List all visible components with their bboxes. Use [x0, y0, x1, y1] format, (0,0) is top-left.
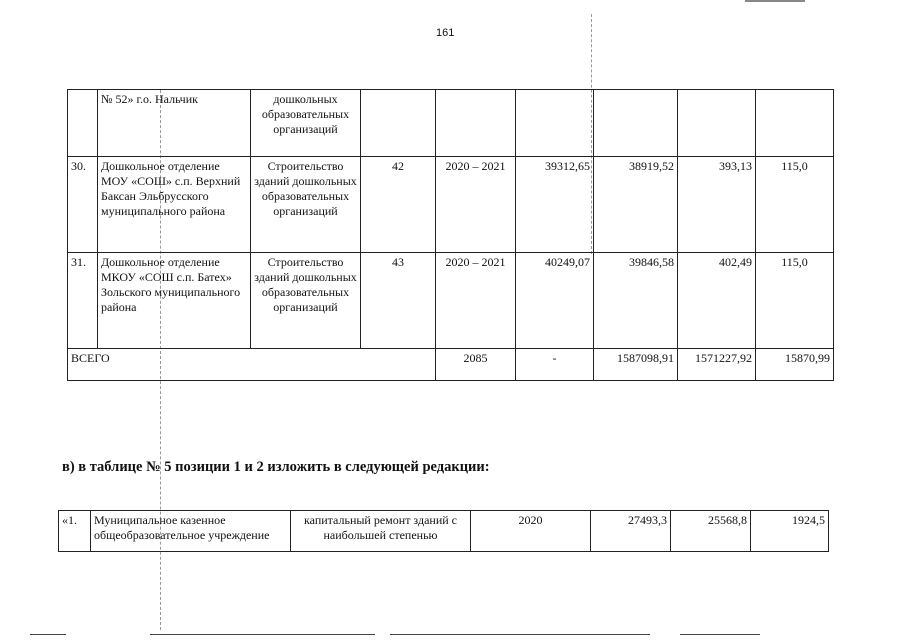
- total-label: ВСЕГО: [68, 349, 436, 381]
- row-number: 31.: [68, 253, 98, 349]
- subheading: в) в таблице № 5 позиции 1 и 2 изложить в следующей редакции:: [62, 459, 490, 475]
- table-row: [68, 157, 834, 253]
- row-number: 30.: [68, 157, 98, 253]
- period: 2020 – 2021: [436, 253, 516, 349]
- row-number: «1.: [59, 511, 91, 552]
- table-row: [68, 253, 834, 349]
- year: 2020: [471, 511, 591, 552]
- object-purpose: Строительство зданий дошкольных образовательных организаций: [251, 157, 361, 253]
- local-amount: 115,0: [756, 157, 834, 253]
- capacity: [361, 90, 436, 157]
- object-purpose: дошкольных образовательных организаций: [251, 90, 361, 157]
- republic-amount: [678, 90, 756, 157]
- institution-name: Муниципальное казенное общеобразовательное учреждение: [91, 511, 291, 552]
- table-row: [59, 511, 829, 552]
- grand-total-amount: 1587098,91: [594, 349, 678, 381]
- total-amount: [516, 90, 594, 157]
- work-type: капитальный ремонт зданий с наибольшей степенью: [291, 511, 471, 552]
- period: 2020 – 2021: [436, 157, 516, 253]
- scan-artifact-bottom-line: [390, 634, 650, 635]
- page-number: 161: [436, 27, 455, 39]
- federal-amount: 25568,8: [671, 511, 751, 552]
- federal-amount: 39846,58: [594, 253, 678, 349]
- capacity: 42: [361, 157, 436, 253]
- total-row: [68, 349, 834, 381]
- federal-amount: 38919,52: [594, 157, 678, 253]
- total-amount: 40249,07: [516, 253, 594, 349]
- scan-artifact-bottom-line: [30, 634, 66, 635]
- republic-amount: 1924,5: [751, 511, 829, 552]
- object-name: Дошкольное отделение МОУ «СОШ» с.п. Верхний Баксан Эльбрусского муниципального района: [98, 157, 251, 253]
- total-amount: 39312,65: [516, 157, 594, 253]
- total-capacity: 2085: [436, 349, 516, 381]
- construction-objects-table: [67, 89, 834, 381]
- republic-amount: 393,13: [678, 157, 756, 253]
- scan-artifact-top-mark: [745, 0, 805, 2]
- scan-artifact-bottom-line: [680, 634, 760, 635]
- republic-amount: 402,49: [678, 253, 756, 349]
- grand-federal-amount: 1571227,92: [678, 349, 756, 381]
- total-amount: 27493,3: [591, 511, 671, 552]
- table-row: [68, 90, 834, 157]
- repair-objects-table: [58, 510, 829, 552]
- object-name: Дошкольное отделение МКОУ «СОШ с.п. Батех» Зольского муниципального района: [98, 253, 251, 349]
- capacity: 43: [361, 253, 436, 349]
- object-name: № 52» г.о. Нальчик: [98, 90, 251, 157]
- row-number: [68, 90, 98, 157]
- local-amount: [756, 90, 834, 157]
- local-amount: 115,0: [756, 253, 834, 349]
- period: [436, 90, 516, 157]
- total-period: -: [516, 349, 594, 381]
- scan-artifact-bottom-line: [150, 634, 375, 635]
- grand-republic-amount: 15870,99: [756, 349, 834, 381]
- object-purpose: Строительство зданий дошкольных образовательных организаций: [251, 253, 361, 349]
- federal-amount: [594, 90, 678, 157]
